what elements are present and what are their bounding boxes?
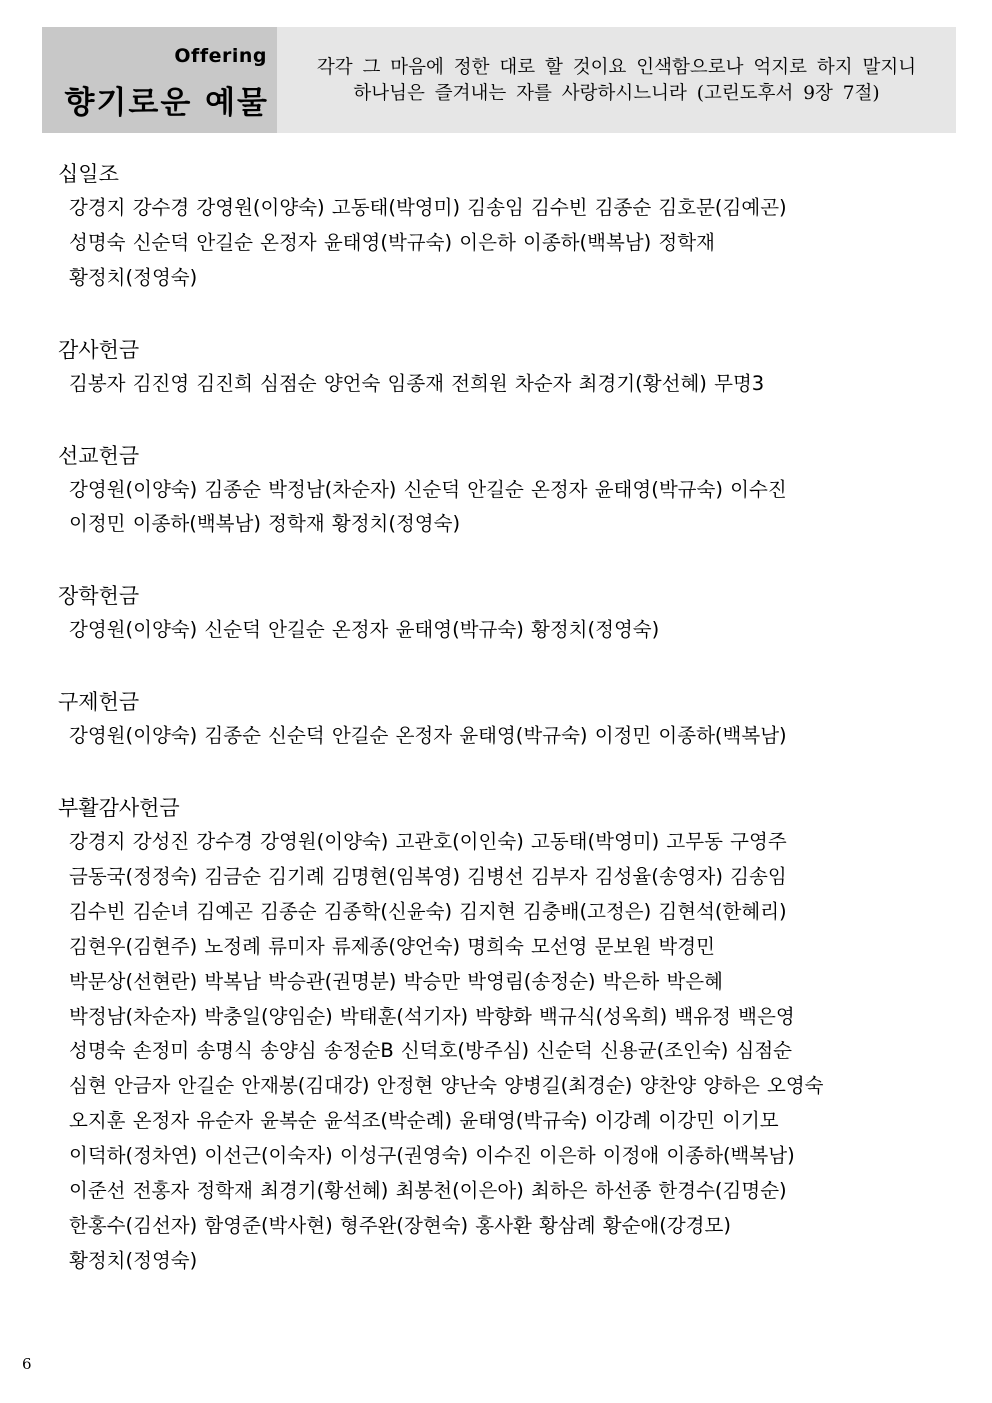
donor-line: 금동국(정정숙) 김금순 김기례 김명현(임복영) 김병선 김부자 김성율(송영자) 김송임 bbox=[69, 865, 787, 889]
donor-line: 오지훈 온정자 유순자 윤복순 윤석조(박순례) 윤태영(박규숙) 이강례 이강민 이기모 bbox=[69, 1109, 779, 1133]
donor-list bbox=[58, 473, 938, 543]
donor-line: 강경지 강수경 강영원(이양숙) 고동태(박영미) 김송임 김수빈 김종순 김호문(김예곤) bbox=[69, 196, 787, 219]
bible-verse-line-1: 각각 그 마음에 정한 대로 할 것이요 인색함으로나 억지로 하지 말지니 bbox=[316, 57, 917, 78]
section-easter-thanksgiving bbox=[58, 791, 938, 1279]
donor-line: 황정치(정영숙) bbox=[69, 265, 198, 289]
donor-line: 강영원(이양숙) 김종순 박정남(차순자) 신순덕 안길순 온정자 윤태영(박규숙) 이수진 bbox=[69, 477, 787, 501]
section-title: 부활감사헌금 bbox=[58, 796, 180, 821]
section-title: 십일조 bbox=[58, 162, 119, 186]
section-title: 감사헌금 bbox=[58, 337, 140, 362]
bible-verse-line-2: 하나님은 즐겨내는 자를 사랑하시느니라 (고린도후서 9장 7절) bbox=[353, 83, 880, 104]
donor-line: 강영원(이양숙) 신순덕 안길순 온정자 윤태영(박규숙) 황정치(정영숙) bbox=[69, 618, 660, 642]
donor-list bbox=[58, 825, 938, 1279]
section-relief bbox=[58, 685, 938, 754]
donor-line: 강영원(이양숙) 김종순 신순덕 안길순 온정자 윤태영(박규숙) 이정민 이종하(백복남) bbox=[69, 724, 787, 748]
section-tithe bbox=[58, 157, 938, 296]
bible-verse bbox=[277, 27, 956, 133]
donor-line: 박문상(선현란) 박복남 박승관(권명분) 박승만 박영림(송정순) 박은하 박은혜 bbox=[69, 969, 723, 993]
donor-line: 강경지 강성진 강수경 강영원(이양숙) 고관호(이인숙) 고동태(박영미) 고무동 구영주 bbox=[69, 830, 787, 854]
donor-list bbox=[58, 719, 938, 754]
header-title-ko: 향기로운 예물 bbox=[64, 85, 269, 121]
header-title-en: Offering bbox=[174, 45, 267, 67]
donor-line: 심현 안금자 안길순 안재봉(김대강) 안정현 양난숙 양병길(최경순) 양찬양 양하은 오영숙 bbox=[69, 1074, 824, 1098]
donor-line: 성명숙 손정미 송명식 송양심 송정순B 신덕호(방주심) 신순덕 신용균(조인숙) 심점순 bbox=[69, 1039, 793, 1063]
offering-list bbox=[58, 157, 938, 1316]
offering-header bbox=[42, 27, 956, 133]
page-number: 6 bbox=[22, 1355, 32, 1373]
section-thanksgiving bbox=[58, 333, 938, 402]
donor-list bbox=[58, 191, 938, 296]
header-title-box bbox=[42, 27, 277, 133]
donor-line: 이덕하(정차연) 이선근(이숙자) 이성구(권영숙) 이수진 이은하 이정애 이종하(백복남) bbox=[69, 1144, 795, 1168]
donor-line: 김현우(김현주) 노정례 류미자 류제종(양언숙) 명희숙 모선영 문보원 박경민 bbox=[69, 934, 715, 958]
donor-line: 박정남(차순자) 박충일(양임순) 박태훈(석기자) 박향화 백규식(성옥희) 백유정 백은영 bbox=[69, 1004, 795, 1028]
donor-line: 이정민 이종하(백복남) 정학재 황정치(정영숙) bbox=[69, 512, 461, 536]
donor-line: 한홍수(김선자) 함영준(박사현) 형주완(장현숙) 홍사환 황삼례 황순애(강경모) bbox=[69, 1213, 731, 1237]
section-missions bbox=[58, 439, 938, 543]
donor-line: 성명숙 신순덕 안길순 온정자 윤태영(박규숙) 이은하 이종하(백복남) 정학재 bbox=[69, 230, 715, 254]
section-title: 구제헌금 bbox=[58, 690, 140, 715]
donor-list bbox=[58, 367, 938, 402]
section-scholarship bbox=[58, 579, 938, 648]
donor-line: 이준선 전홍자 정학재 최경기(황선혜) 최봉천(이은아) 최하은 하선종 한경수(김명순) bbox=[69, 1179, 787, 1203]
section-title: 장학헌금 bbox=[58, 584, 140, 609]
section-title: 선교헌금 bbox=[58, 443, 140, 468]
donor-line: 김봉자 김진영 김진희 심점순 양언숙 임종재 전희원 차순자 최경기(황선혜) 무명3 bbox=[69, 371, 765, 395]
donor-line: 황정치(정영숙) bbox=[69, 1248, 198, 1272]
donor-line: 김수빈 김순녀 김예곤 김종순 김종학(신윤숙) 김지현 김충배(고정은) 김현석(한혜리) bbox=[69, 899, 787, 923]
donor-list bbox=[58, 613, 938, 648]
